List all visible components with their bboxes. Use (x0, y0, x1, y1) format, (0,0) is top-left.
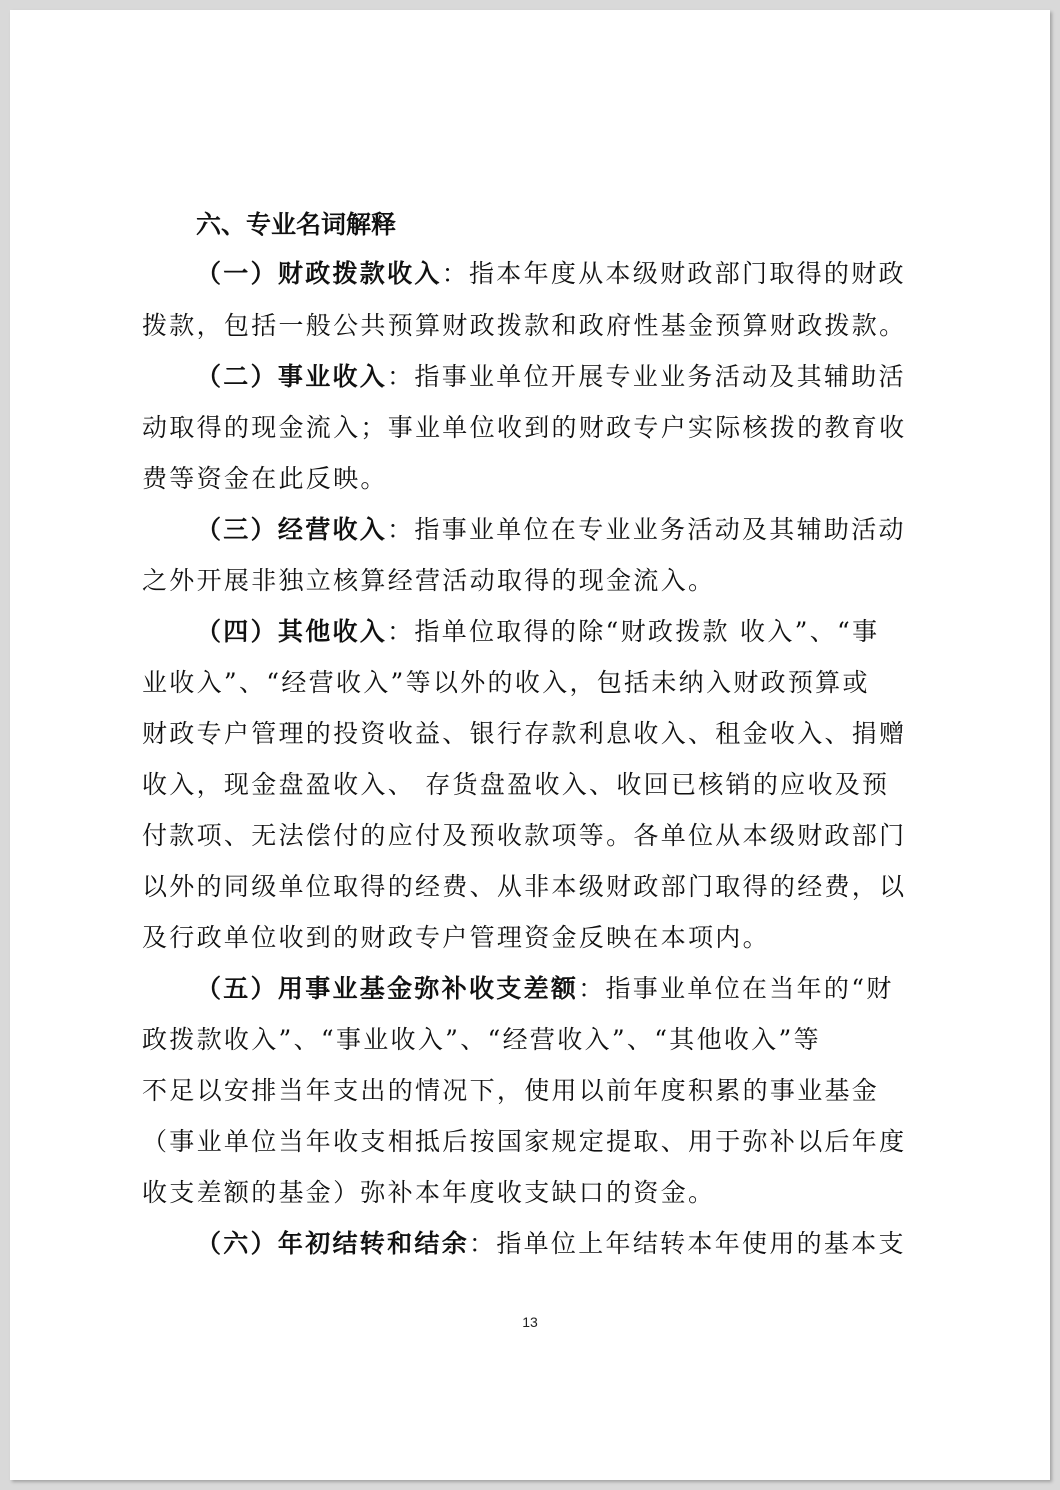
term-label: （五）用事业基金弥补收支差额 (196, 974, 579, 1003)
paragraph-line (196, 973, 910, 1005)
term-label: （三）经营收入 (196, 515, 388, 544)
paragraph-line: 政拨款收入”、“事业收入”、“经营收入”、“其他收入”等 (142, 1025, 821, 1054)
paragraph-line: 财政专户管理的投资收益、银行存款利息收入、租金收入、捐赠 (142, 719, 907, 748)
paragraph-line: 付款项、无法偿付的应付及预收款项等。各单位从本级财政部门 (142, 821, 907, 850)
paragraph-line (196, 361, 910, 393)
paragraph-line: 收支差额的基金）弥补本年度收支缺口的资金。 (142, 1178, 716, 1207)
paragraph-line (196, 1228, 910, 1260)
paragraph-line (196, 258, 910, 290)
paragraph-line (196, 514, 910, 546)
term-label: （二）事业收入 (196, 362, 388, 391)
section-heading: 六、专业名词解释 (196, 210, 397, 239)
paragraph-line: 之外开展非独立核算经营活动取得的现金流入。 (142, 566, 716, 595)
paragraph-line: （事业单位当年收支相抵后按国家规定提取、用于弥补以后年度 (142, 1127, 907, 1156)
term-label: （四）其他收入 (196, 617, 388, 646)
paragraph-line: 费等资金在此反映。 (142, 464, 388, 493)
paragraph-line: 业收入”、“经营收入”等以外的收入，包括未纳入财政预算或 (142, 668, 870, 697)
definition-text: ：指事业单位在专业业务活动及其辅助活动 (387, 515, 906, 544)
paragraph-line: 以外的同级单位取得的经费、从非本级财政部门取得的经费，以 (142, 872, 907, 901)
term-label: （六）年初结转和结余 (196, 1229, 470, 1258)
paragraph-line: 动取得的现金流入；事业单位收到的财政专户实际核拨的教育收 (142, 413, 907, 442)
paragraph-line: 及行政单位收到的财政专户管理资金反映在本项内。 (142, 923, 770, 952)
definition-text: ：指事业单位开展专业业务活动及其辅助活 (387, 362, 906, 391)
definition-text: ：指本年度从本级财政部门取得的财政 (441, 259, 906, 288)
paragraph-line (196, 616, 910, 648)
paragraph-line: 拨款，包括一般公共预算财政拨款和政府性基金预算财政拨款。 (142, 311, 907, 340)
paragraph-line: 收入，现金盘盈收入、 存货盘盈收入、收回已核销的应收及预 (142, 770, 890, 799)
paragraph-line: 不足以安排当年支出的情况下，使用以前年度积累的事业基金 (142, 1076, 880, 1105)
definition-text: ：指单位取得的除“财政拨款 收入”、“事 (387, 617, 880, 646)
term-label: （一）财政拨款收入 (196, 259, 442, 288)
definition-text: ：指单位上年结转本年使用的基本支 (469, 1229, 906, 1258)
definition-text: ：指事业单位在当年的“财 (578, 974, 894, 1003)
page-number: 13 (522, 1314, 538, 1330)
